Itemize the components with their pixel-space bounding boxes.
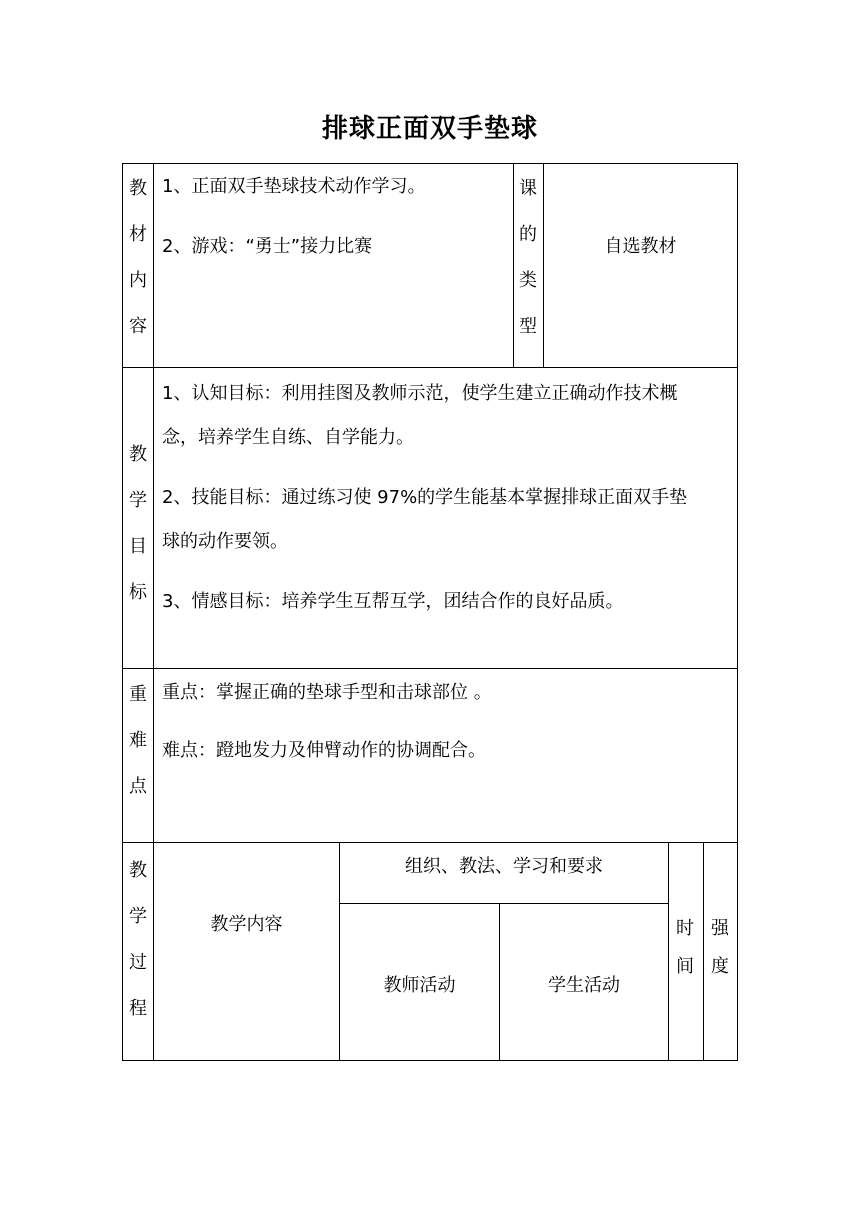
key-difficulty-label: 重 难 点 bbox=[129, 684, 147, 797]
teaching-goals-label: 教 学 目 标 bbox=[129, 444, 147, 603]
time-column-divider bbox=[668, 842, 669, 1061]
teacher-activity-header: 教师活动 bbox=[383, 975, 456, 996]
difficult-point: 难点：蹬地发力及伸臂动作的协调配合。 bbox=[162, 740, 486, 761]
goal-line-1: 1、认知目标：利用挂图及教师示范，使学生建立正确动作技术概 bbox=[162, 383, 678, 404]
table-border-right bbox=[737, 163, 738, 1061]
goal-line-5: 3、情感目标：培养学生互帮互学，团结合作的良好品质。 bbox=[162, 591, 624, 612]
teaching-process-label: 教 学 过 程 bbox=[129, 860, 147, 1019]
goal-line-3: 2、技能目标：通过练习使 97%的学生能基本掌握排球正面双手垫 bbox=[162, 487, 688, 508]
goal-line-2: 念，培养学生自练、自学能力。 bbox=[162, 427, 414, 448]
intensity-column-divider bbox=[703, 842, 704, 1061]
table-border-left bbox=[122, 163, 123, 1061]
material-content-label: 教 材 内 容 bbox=[129, 178, 147, 337]
material-item-1: 1、正面双手垫球技术动作学习。 bbox=[162, 176, 426, 197]
organization-header: 组织、教法、学习和要求 bbox=[405, 856, 603, 877]
type-label-divider-left bbox=[513, 163, 514, 368]
key-point: 重点：掌握正确的垫球手型和击球部位 。 bbox=[162, 682, 492, 703]
table-border-bottom bbox=[122, 1060, 738, 1061]
row-divider-1 bbox=[122, 367, 738, 368]
goal-line-4: 球的动作要领。 bbox=[162, 531, 288, 552]
time-header: 时 间 bbox=[676, 918, 694, 977]
student-activity-header: 学生活动 bbox=[548, 975, 620, 996]
teaching-content-header: 教学内容 bbox=[210, 914, 283, 935]
lesson-type-label: 课 的 类 型 bbox=[519, 178, 537, 337]
material-item-2: 2、游戏：“勇士”接力比赛 bbox=[162, 236, 373, 257]
org-header-divider bbox=[339, 903, 669, 904]
page-title: 排球正面双手垫球 bbox=[321, 114, 538, 144]
type-label-divider-right bbox=[543, 163, 544, 368]
row-divider-2 bbox=[122, 668, 738, 669]
intensity-header: 强 度 bbox=[711, 918, 729, 977]
table-border-top bbox=[122, 163, 738, 164]
lesson-type-value: 自选教材 bbox=[604, 236, 677, 257]
row-divider-3 bbox=[122, 842, 738, 843]
